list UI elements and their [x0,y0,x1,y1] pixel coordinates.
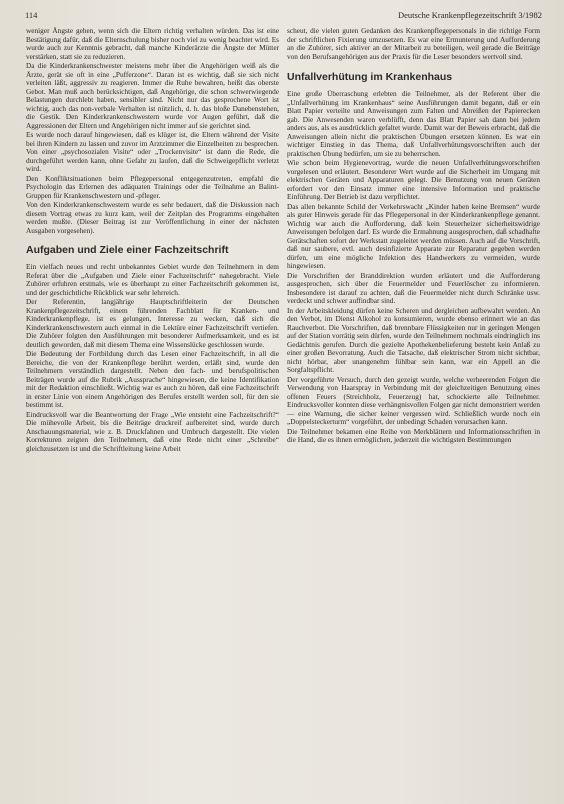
section-heading-unfallverhuetung: Unfallverhütung im Krankenhaus [287,71,453,83]
left-column [26,27,279,454]
right-column [287,27,540,446]
paragraph: Ein vielfach neues und recht unbekanntes Gebiet wurde den Teilnehmern in dem Referat über die „Aufgaben und Ziele einer Fachzeitschrift“ nahegebracht. Viele Zuhörer erfuhren erstmals, wie es überhaupt zu einer Fachzeitschrift gekommen ist, und der geschichtliche Rückblick war sehr lehrreich. [26,262,279,297]
paragraph: Der Referentin, langjährige Hauptschriftleiterin der Deutschen Krankenpflegezeitschrift, einem führenden Fachblatt für Kranken- und Kinderkrankenpflege, ist es gelungen, Interesse zu wecken, daß sich die Kinderkrankenschwestern auch einmal in die Lektüre einer Fachzeitschrift vertiefen. Die Zuhörer folgten den Ausführungen mit besonderer Aufmerksamkeit, und es ist deutlich geworden, daß mit diesem Thema eine Wissenslücke geschlossen wurde. [26,297,279,349]
paragraph: Den Konfliktsituationen beim Pflegepersonal entgegenzutreten, empfahl die Psychologin das Erlernen des adäquaten Trainings oder die Teilnahme an Balint-Gruppen für Krankenschwestern und -pfleger. [26,173,279,200]
paragraph: Das allen bekannte Schild der Verkehrswacht „Kinder haben keine Bremsen“ wurde als guter Hinweis gerade für das Pflegepersonal in der Kinderkrankenpflege genannt. Wichtig war auch die Aufforderung, daß kein Steuerheizer sicherheitswidrige Anweisungen befolgen darf. Es wurde die Ermahnung ausgesprochen, daß schadhafte Gerätschaften sofort der Werkstatt zugeleitet werden müssen. Auch auf die Vorschrift, daß nur saubere, evtl. auch desinfizierte Apparate zur Reparatur gegeben werden dürfen, um eine mögliche Infektion des Handwerkers zu vermeiden, wurde hingewiesen. [287,201,540,270]
paragraph: Da die Kinderkrankenschwester meistens mehr über die Angehörigen weiß als die Ärzte, gerät sie oft in eine „Pufferzone“. Daran ist es wichtig, daß sie sich nicht verleiten läßt, aggressiv zu reagieren. Immer die Ruhe bewahren, heißt das oberste Gebot. Man muß auch berücksichtigen, daß Angehörige, die schon schwerwiegende Belastungen durchlebt haben, sensibler sind. Nicht nur das gesprochene Wort ist wichtig, auch das non-verbale Verhalten ist nützlich, d. h. das bloße Danebenstehen, die Gestik. Den Kinderkrankenschwestern wurde vor Augen geführt, daß die Aggressionen der Eltern und Angehörigen nicht immer auf sie gerichtet sind. [26,61,279,130]
paragraph: Es wurde noch darauf hingewiesen, daß es klüger ist, die Eltern während der Visite bei ihren Kindern zu lassen und zuvor im Arztzimmer die Einzelheiten zu besprechen. Von einer „psychosozialen Visite“ oder „Trockenvisite“ ist dann die Rede, die durchgeführt werden kann, ohne Gefahr zu laufen, daß die Schweigepflicht verletzt wird. [26,130,279,173]
paragraph: Eindrucksvoll war die Beantwortung der Frage „Wie entsteht eine Fachzeitschrift?“ Die mühevolle Arbeit, bis die Beiträge druckreif aufbereitet sind, wurde durch Anschauungsmaterial, wie z. B. Druckfahnen und Umbruch dargestellt. Die vielen Korrekturen zeigten den Teilnehmern, daß eine Rede nicht einer „Schreibe“ gleichzusetzen ist und die Schriftleitung keine Arbeit [26,409,279,453]
paragraph: Die Vorschriften der Branddirektion wurden erläutert und die Aufforderung ausgesprochen, sich über die Feuermelder und Feuerlöscher zu informieren. Insbesondere ist darauf zu achten, daß die Feuermelder nicht durch Schränke usw. verdeckt und schwer auffindbar sind. [287,270,540,305]
section-heading-fachzeitschrift: Aufgaben und Ziele einer Fachzeitschrift [26,244,229,256]
paragraph: Wie schon beim Hygienevortrag, wurde die neuen Unfallverhütungsvorschriften vorgelesen und erläutert. Besonderer Wert wurde auf die Sicherheit im Umgang mit elektrischen Geräten und Apparaturen gelegt. Die Benutzung von neuen Geräten erfordert vor den Einsatz immer eine intensive Information und praktische Einführung. Der Betrieb ist dazu verpflichtet. [287,158,540,201]
page-header [25,10,542,24]
journal-title: Deutsche Krankenpflegezeitschrift 3/1982 [398,10,542,20]
paragraph: Die Bedeutung der Fortbildung durch das Lesen einer Fachzeitschrift, in all die Bereiche, die von der Krankenpflege berührt werden, erläßt sind, wurde den Teilnehmern verständlich dargestellt. Neben den fach- und berufspolitischen Beiträgen wurde auf die Rubrik „Aussprache“ hingewiesen, die keine Identifikation mit der Redaktion einschließt. Wichtig war es auch zu hören, daß eine Fachzeitschrift in erster Linie von einem Angehörigen des Berufes erstellt werden soll, für den sie bestimmt ist. [26,349,279,409]
paragraph: Von den Kinderkrankenschwestern wurde es sehr bedauert, daß die Diskussion nach diesem Vortrag etwas zu kurz kam, weil der Zeitplan des Programms eingehalten werden mußte. (Dieser Beitrag ist zur Veröffentlichung in einer der nächsten Ausgaben vorgesehen). [26,200,279,235]
paragraph: Der vorgeführte Versuch, durch den gezeigt wurde, welche verheerenden Folgen die Verwendung von Haarspray in Verbindung mit der gleichzeitigen Benutzung eines offenen Feuers (Streichholz, Feuerzeug) hat, schockierte alle Teilnehmer. Eindrucksvoller konnten diese verhängnisvollen Folgen gar nicht demonstriert werden — eine Warnung, die sicher keiner vergessen wird. Schließlich wurde noch ein „Doppelsteckerturm“ vorgeführt, der unbedingt Schaden verursachen kann. [287,374,540,426]
paragraph: scheut, die vielen guten Gedanken des Krankenpflegepersonals in die richtige Form der schriftlichen Fixierung umzusetzen. Es war eine Ermunterung und Aufforderung an die Zuhörer, sich aktiver an der Mitarbeit zu beteiligen, weil gerade die Beiträge von den Berufsangehörigen aus der Praxis für die Leser besonders wertvoll sind. [287,26,540,61]
paragraph: In der Arbeitskleidung dürfen keine Scheren und dergleichen aufbewahrt werden. An den Verbot, im Dienst Alkohol zu konsumieren, wurde ebenso erinnert wie an das Rauchverbot. Die Vorschriften, daß brennbare Flüssigkeiten nur in geringen Mengen auf der Station vorrätig sein dürfen, wurde den Teilnehmern nochmals eindringlich ins Gedächtnis gerufen. Durch die gezielte Apothekenbelieferung besteht kein Anlaß zu einer großen Bevorratung. Auch die Tatsache, daß elektrischer Strom nicht sichtbar, nicht hörbar, aber unangenehm fühlbar sein kann, war ein Appell an die Sorgfaltspflicht. [287,305,540,374]
paragraph: Die Teilnehmer bekamen eine Reihe von Merkblättern und Informationsschriften in die Hand, die es ihnen ermöglichen, jederzeit die wichtigsten Bestimmungen [287,426,540,444]
paragraph: Eine große Überraschung erlebten die Teilnehmer, als der Referent über die „Unfallverhütung im Krankenhaus“ seine Ausführungen damit begann, daß er ein Blatt Papier verteilte und Anweisungen zum Falten und Abreißen der Papierecken gab. Die Anwesenden waren verblüfft, denn das Blatt Papier sah dann bei jedem anders aus, als es ausdrücklich gefaltet wurde. Damit war der Beweis erbracht, daß die Anweisungen allein nicht die praktischen Übungen ersetzen können. Es war ein wichtiger Einstieg in das Thema, daß Unfallverhütungsvorschriften auch der praktischen Übung bedürfen, um sie zu beherrschen. [287,89,540,158]
paragraph: weniger Ängste gehen, wenn sich die Eltern richtig verhalten würden. Das ist eine Bestätigung dafür, daß die Elternschulung bisher noch viel zu wenig beachtet wird. Es wurde auch zur Kenntnis gebracht, daß manche Kinderärzte die Ängste der Mütter verstärken, statt sie zu reduzieren. [26,26,279,61]
page-number: 114 [25,10,38,20]
